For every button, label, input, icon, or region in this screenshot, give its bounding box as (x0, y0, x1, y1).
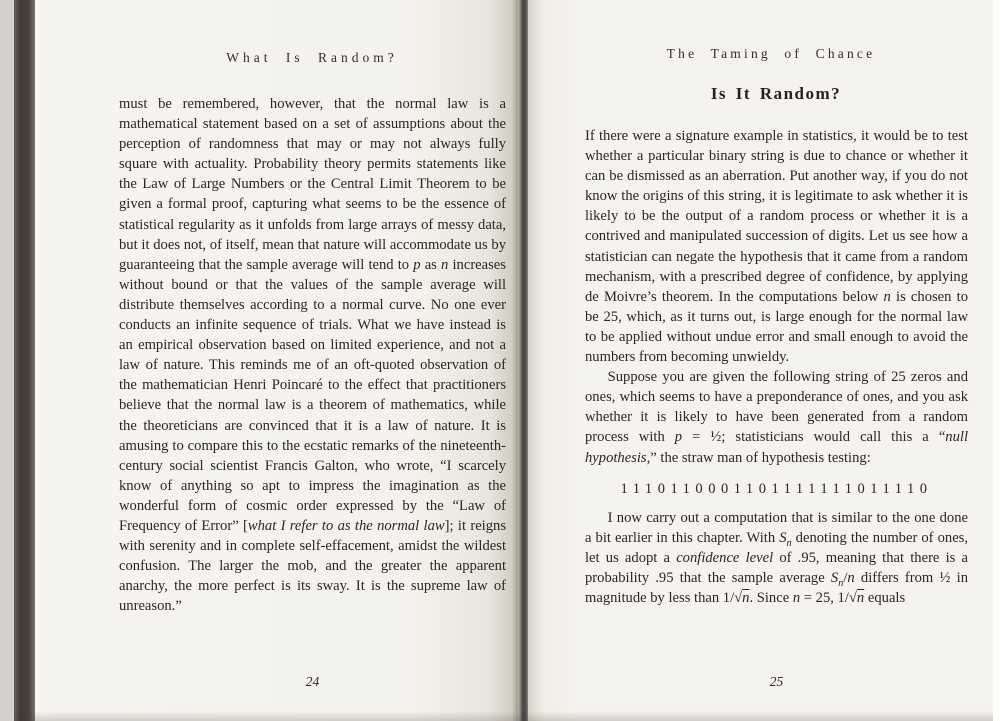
text-run: must be remembered, however, that the normal law is a mathematical statement based on a set of assumptions about the perception of randomness that may or may not always fully square with actuality. Probability theory permits statements like the Law of Large Numbers or the Central Limit Theorem to be given a formal proof, capturing what seems to be the essence of statistical regularity as it unfolds from large arrays of messy data, but it does not, of itself, mean that nature will accommodate us by guaranteeing that the sample average will tend to (119, 96, 506, 273)
left-text-block (119, 94, 506, 616)
text-run: n (883, 288, 891, 305)
text-run: n (441, 256, 449, 273)
text-run: n (856, 590, 865, 607)
text-run: as (420, 256, 442, 273)
running-head-left: What Is Random? (226, 50, 398, 65)
binary-string: 1110110001101111111011110 (620, 480, 933, 497)
text-run: S (830, 569, 839, 586)
paragraph (585, 126, 968, 367)
text-run: ]; it reigns with serenity and in complete self-effacement, amidst the wildest confusion. The larger the mob, and the greater the apparent anarchy, the more perfect is its sway. It is the supreme law of unreason.” (119, 517, 507, 615)
text-run: is chosen to be 25, which, as it turns out, is large enough for the normal law to be applied without undue error and small enough to avoid the numbers from becoming unwieldy. (585, 288, 968, 366)
text-run: of .95, meaning that there is a probability .95 that the sample average (585, 549, 968, 586)
text-run: n (847, 569, 855, 586)
text-run: confidence level (676, 549, 774, 566)
text-run: increases without bound or that the values of the sample average will distribute themselves according to a normal curve. No one ever conducts an infinite sequence of trials. What we have instead is an empirical observation based on limited experience, and not a law of nature. This reminds me of an oft-quoted observation of the mathematician Henri Poincaré to the effect that practitioners believe that the normal law is a theorem of mathematics, while the theoreticians are convinced that it is a law of nature. It is amusing to compare this to the ecstatic remarks of the nineteenth-century social scientist Francis Galton, who wrote, “I scarcely know of anything so apt to impress the imagination as the wonderful form of cosmic order expressed by the “Law of Frequency of Error” [ (119, 256, 506, 534)
text-run: = ½; statisticians would call this a “ (682, 429, 946, 446)
page-left (35, 0, 518, 721)
text-run: denoting the number of ones, let us adopt a (585, 529, 968, 566)
text-run: ” the straw man of hypothesis testing: (650, 449, 871, 466)
page-right (528, 0, 993, 721)
text-run: p (674, 429, 683, 446)
text-run: . Since (749, 590, 793, 607)
text-run: null hypothesis, (585, 429, 968, 466)
page-number-right: 25 (769, 674, 784, 689)
text-run: equals (864, 590, 906, 607)
right-text-block (585, 126, 968, 608)
text-run: what I refer to as the normal law (247, 517, 445, 534)
running-head-right: The Taming of Chance (666, 46, 876, 61)
page-number-left: 24 (305, 674, 320, 689)
text-run: = 25, 1/√ (800, 590, 857, 607)
text-run: n (742, 590, 750, 607)
text-run: n (838, 577, 844, 589)
paragraph (119, 94, 506, 616)
text-run: p (413, 256, 421, 273)
text-run: I now carry out a computation that is similar to the one done a bit earlier in this chapter. With (585, 509, 968, 546)
book-cover-edge (14, 0, 35, 721)
paragraph (585, 367, 968, 467)
paragraph (585, 508, 968, 608)
text-run: differs from ½ in magnitude by less than 1/√ (585, 569, 968, 607)
text-run: / (843, 569, 848, 586)
text-run: n (786, 537, 792, 549)
section-title: Is It Random? (710, 84, 842, 103)
text-run: Suppose you are given the following string of 25 zeros and ones, which seems to have a preponderance of ones, and you ask whether it is likely to have been generated from a random process with (585, 369, 968, 446)
scan-right-edge (993, 0, 1000, 721)
text-run: S (779, 529, 787, 546)
scanner-background-strip (0, 0, 14, 721)
text-run: If there were a signature example in statistics, it would be to test whether a particular binary string is due to chance or whether it can be dismissed as an aberration. Put another way, if you do not know the origins of this string, it is legitimate to ask whether it is likely to be the output of a random process or whether it is a contrived and manipulated succession of digits. Let us see how a statistician can negate the hypothesis that it came from a random mechanism, with a prescribed degree of confidence, by applying de Moivre’s theorem. In the computations below (585, 128, 968, 305)
scan-bottom-shadow (14, 711, 993, 721)
text-run: n (792, 590, 801, 607)
